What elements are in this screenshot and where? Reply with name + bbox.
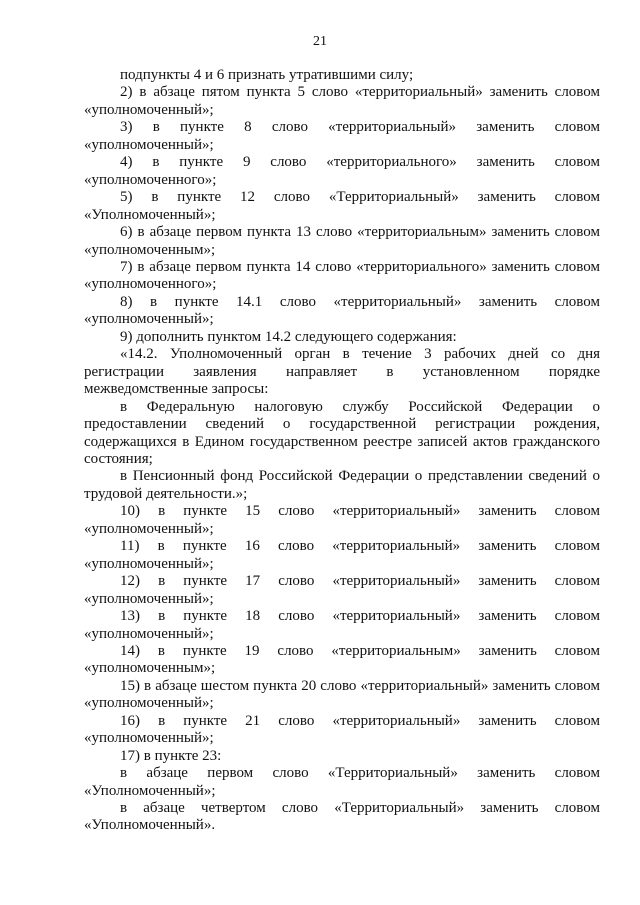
paragraph-line: 4) в пункте 9 слово «территориального» заменить словом <box>120 154 600 171</box>
paragraph-line: «уполномоченный»; <box>84 555 214 572</box>
paragraph-line: предоставлении сведений о государственной регистрации рождения, <box>84 416 600 433</box>
paragraph-line: регистрации заявления направляет в установленном порядке <box>84 363 600 380</box>
paragraph-line: 8) в пункте 14.1 слово «территориальный» заменить словом <box>120 293 600 310</box>
paragraph-line: «уполномоченного»; <box>84 171 217 188</box>
paragraph-line: «Уполномоченный»; <box>84 782 216 799</box>
paragraph <box>84 800 600 835</box>
paragraph-line: «уполномоченный»; <box>84 520 214 537</box>
paragraph <box>84 294 600 329</box>
paragraph-line: «уполномоченным»; <box>84 241 216 258</box>
paragraph-line: в Пенсионный фонд Российской Федерации о представлении сведений о <box>120 468 600 485</box>
paragraph <box>84 573 600 608</box>
paragraph <box>84 346 600 398</box>
paragraph-line: «уполномоченный»; <box>84 136 214 153</box>
paragraph-line: 15) в абзаце шестом пункта 20 слово «территориальный» заменить словом <box>120 677 600 694</box>
paragraph-line: в Федеральную налоговую службу Российской Федерации о <box>120 398 600 415</box>
paragraph <box>84 329 600 346</box>
paragraph-line: «уполномоченный»; <box>84 730 214 747</box>
paragraph-line: «14.2. Уполномоченный орган в течение 3 рабочих дней со дня <box>120 346 600 363</box>
paragraph-line: 16) в пункте 21 слово «территориальный» заменить словом <box>120 712 600 729</box>
paragraph <box>84 503 600 538</box>
paragraph-line: 10) в пункте 15 слово «территориальный» заменить словом <box>120 503 600 520</box>
paragraph <box>84 224 600 259</box>
paragraph-line: подпункты 4 и 6 признать утратившими силу; <box>120 67 414 83</box>
paragraph <box>84 399 600 469</box>
paragraph-line: содержащихся в Едином государственном реестре записей актов гражданского <box>84 433 600 450</box>
paragraph-line: «уполномоченный»; <box>84 625 214 642</box>
paragraph-line: «Уполномоченный»; <box>84 206 216 223</box>
paragraph <box>84 713 600 748</box>
paragraph-line: 9) дополнить пунктом 14.2 следующего содержания: <box>120 328 457 345</box>
paragraph-line: 2) в абзаце пятом пункта 5 слово «территориальный» заменить словом <box>120 84 600 101</box>
paragraph <box>84 538 600 573</box>
paragraph-line: в абзаце четвертом слово «Территориальный» заменить словом <box>120 800 600 817</box>
paragraph-line: 14) в пункте 19 слово «территориальным» заменить словом <box>120 642 600 659</box>
page-number: 21 <box>313 34 327 49</box>
paragraph <box>84 84 600 119</box>
paragraph <box>84 259 600 294</box>
paragraph-line: трудовой деятельности.»; <box>84 485 248 502</box>
paragraph-line: 13) в пункте 18 слово «территориальный» заменить словом <box>120 608 600 625</box>
paragraph <box>84 608 600 643</box>
paragraph-line: «уполномоченный»; <box>84 590 214 607</box>
paragraph-line: 6) в абзаце первом пункта 13 слово «территориальным» заменить словом <box>120 224 600 241</box>
paragraph-line: «Уполномоченный». <box>84 817 216 834</box>
paragraph-line: «уполномоченным»; <box>84 660 216 677</box>
paragraph-line: 7) в абзаце первом пункта 14 слово «территориального» заменить словом <box>120 258 600 275</box>
paragraph-line: «уполномоченный»; <box>84 695 214 712</box>
paragraph-line: 17) в пункте 23: <box>120 747 222 764</box>
paragraph-line: в абзаце первом слово «Территориальный» заменить словом <box>120 765 600 782</box>
paragraph-line: 12) в пункте 17 слово «территориальный» заменить словом <box>120 573 600 590</box>
paragraph <box>84 643 600 678</box>
paragraph-line: «уполномоченный»; <box>84 101 214 118</box>
paragraph-line: «уполномоченного»; <box>84 276 217 293</box>
paragraph <box>84 468 600 503</box>
paragraph-line: 3) в пункте 8 слово «территориальный» заменить словом <box>120 119 600 136</box>
paragraph <box>84 67 600 84</box>
paragraph <box>84 748 600 765</box>
paragraph-line: межведомственные запросы: <box>84 381 269 398</box>
paragraph <box>84 119 600 154</box>
paragraph-line: состояния; <box>84 450 153 467</box>
paragraph <box>84 678 600 713</box>
paragraph <box>84 765 600 800</box>
paragraph-line: 11) в пункте 16 слово «территориальный» заменить словом <box>120 538 600 555</box>
paragraph-line: 5) в пункте 12 слово «Территориальный» заменить словом <box>120 189 600 206</box>
paragraph <box>84 189 600 224</box>
paragraph-line: «уполномоченный»; <box>84 311 214 328</box>
paragraph <box>84 154 600 189</box>
document-body <box>84 67 600 835</box>
